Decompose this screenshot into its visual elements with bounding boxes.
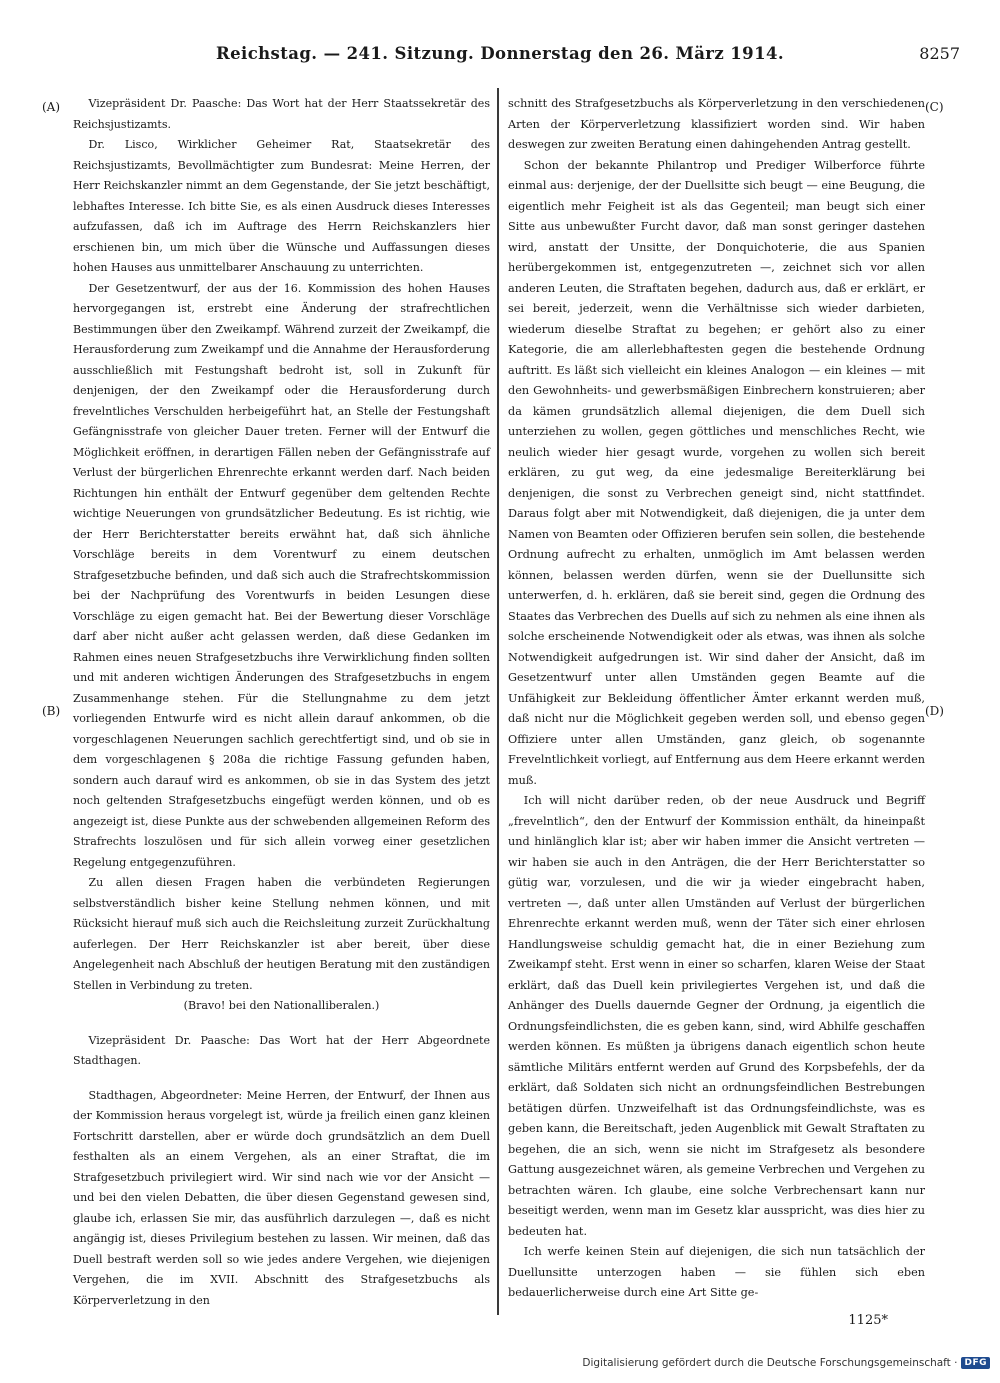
column-divider: [497, 88, 499, 1315]
footer: [582, 1357, 990, 1369]
margin-mark-a: (A): [42, 100, 61, 114]
signature-mark: 1125*: [848, 1313, 888, 1328]
margin-mark-c: (C): [925, 100, 944, 114]
dfg-logo: DFG: [961, 1357, 990, 1369]
paragraph: Vizepräsident Dr. Paasche: Das Wort hat der Herr Abgeordnete Stadthagen.: [73, 1033, 490, 1067]
margin-mark-d: (D): [925, 704, 944, 718]
page-number: 8257: [919, 44, 960, 63]
left-column: [73, 94, 490, 1311]
paragraph: Dr. Lisco, Wirklicher Geheimer Rat, Staatsekretär des Reichsjustizamts, Bevollmächtigter zum Bundesrat: Meine Herren, der Herr Reichskanzler nimmt an dem Gegenstande, der Sie jetzt beschäftigt, lebhaftes Interesse. Ich bitte Sie, es als einen Ausdruck dieses Interesses aufzufassen, daß ich im Auftrage des Herrn Reichskanzlers hier erschienen bin, um mich über die Wünsche und Auffassungen dieses hohen Hauses aus unmittelbarer Anschauung zu unterrichten.: [73, 138, 490, 274]
footer-text: Digitalisierung gefördert durch die Deutsche Forschungsgemeinschaft ·: [582, 1357, 958, 1369]
paragraph: (Bravo! bei den Nationalliberalen.): [183, 999, 380, 1012]
paragraph: Vizepräsident Dr. Paasche: Das Wort hat der Herr Staatssekretär des Reichsjustizamts.: [73, 97, 490, 131]
paragraph: Der Gesetzentwurf, der aus der 16. Kommission des hohen Hauses hervorgegangen ist, erstrebt eine Änderung der strafrechtlichen Bestimmungen über den Zweikampf. Während zurzeit der Zweikampf, die Herausforderung zum Zweikampf und die Annahme der Herausforderung ausschließlich mit Festungshaft bedroht ist, soll in Zukunft für denjenigen, der den Zweikampf oder die Herausforderung durch frevelntliches Verschulden herbeigeführt hat, an Stelle der Festungshaft Gefängnisstrafe von gleicher Dauer treten. Ferner will der Entwurf die Möglichkeit eröffnen, in derartigen Fällen neben der Gefängnisstrafe auf Verlust der bürgerlichen Ehrenrechte erkannt werden darf. Nach beiden Richtungen hin enthält der Entwurf gegenüber dem geltenden Rechte wichtige Neuerungen von grundsätzlicher Bedeutung. Es ist richtig, wie der Herr Berichterstatter bereits erwähnt hat, daß sich ähnliche Vorschläge bereits in dem Vorentwurf zu einem deutschen Strafgesetzbuche befinden, und daß sich auch die Strafrechtskommission bei der Nachprüfung des Vorentwurfs in beiden Lesungen diese Vorschläge zu eigen gemacht hat. Bei der Bewertung dieser Vorschläge darf aber nicht außer acht gelassen werden, daß diese Gedanken im Rahmen eines neuen Strafgesetzbuchs ihre Verwirklichung finden sollten und mit anderen wichtigen Änderungen des Strafgesetzbuchs in engem Zusammenhange stehen. Für die Stellungnahme zu dem jetzt vorliegenden Entwurfe wird es nicht allein darauf ankommen, ob die vorgeschlagenen Neuerungen sachlich gerechtfertigt sind, und ob sie in dem vorgeschlagenen § 208a die richtige Fassung gefunden haben, sondern auch darauf wird es ankommen, ob sie in das System des jetzt noch geltenden Strafgesetzbuchs eingefügt werden können, und ob es angezeigt ist, diese Punkte aus der schwebenden allgemeinen Reform des Strafrechts loszulösen und für sich allein vorweg einer gesetzlichen Regelung entgegenzuführen.: [73, 281, 490, 869]
margin-mark-b: (B): [42, 704, 61, 718]
right-column: [508, 94, 925, 1304]
paragraph: Schon der bekannte Philantrop und Prediger Wilberforce führte einmal aus: derjenige, der der Duellsitte sich beugt — eine Beugung, die eigentlich mehr Feigheit ist als das Gegenteil; man beugt sich einer Sitte aus unbewußter Furcht davor, daß man sonst geringer dastehen wird, anstatt der Unsitte, der Donquichoterie, die aus Spanien herübergekommen ist, entgegenzutreten —, zeichnet sich vor allen anderen Leuten, die Straftaten begehen, dadurch aus, daß er erklärt, er sei bereit, jederzeit, wenn die Verhältnisse sich wieder darbieten, wiederum dieselbe Straftat zu begehen; er gehört also zu einer Kategorie, die am allerlebhaftesten gegen die bestehende Ordnung auftritt. Es läßt sich vielleicht ein kleines Analogon — ein kleines — mit den Gewohnheits- und gewerbsmäßigen Einbrechern konstruieren; aber da kämen grundsätzlich allemal diejenigen, die dem Duell sich unterziehen zu wollen, gegen göttliches und menschliches Recht, wie neulich wieder hier gesagt wurde, vorgehen zu wollen sich bereit erklären, zu gut weg, da eine jedesmalige Bereiterklärung bei denjenigen, die sonst zu Verbrechen geneigt sind, nicht stattfindet. Daraus folgt aber mit Notwendigkeit, daß diejenigen, die ja unter dem Namen von Beamten oder Offizieren berufen sein sollen, die bestehende Ordnung aufrecht zu erhalten, unmöglich im Amt belassen werden können, belassen werden dürfen, wenn sie der Duellunsitte sich unterwerfen, d. h. erklären, daß sie bereit sind, gegen die Ordnung des Staates das Verbrechen des Duells auf sich zu nehmen als eine ihnen als solche erscheinende Notwendigkeit oder als etwas, was ihnen als solche Notwendigkeit aufgedrungen ist. Wir sind daher der Ansicht, daß im Gesetzentwurf unter allen Umständen gegen Beamte auf die Unfähigkeit zur Bekleidung öffentlicher Ämter erkannt werden muß, daß nicht nur die Möglichkeit gegeben werden soll, und ebenso gegen Offiziere unter allen Umständen, ganz gleich, ob sogenannte Frevelntlichkeit vorliegt, auf Entfernung aus dem Heere erkannt werden muß.: [508, 158, 925, 787]
paragraph: Stadthagen, Abgeordneter: Meine Herren, der Entwurf, der Ihnen aus der Kommission heraus vorgelegt ist, würde ja freilich einen ganz kleinen Fortschritt darstellen, aber er würde doch grundsätzlich an dem Duell festhalten als an einem Vergehen, als an einer Straftat, die im Strafgesetzbuch privilegiert wird. Wir sind nach wie vor der Ansicht — und bei den vielen Debatten, die über diesen Gegenstand gewesen sind, glaube ich, erlassen Sie mir, das ausführlich darzulegen —, daß es nicht angängig ist, dieses Privilegium bestehen zu lassen. Wir meinen, daß das Duell bestraft werden soll so wie jedes andere Vergehen, wie diejenigen Vergehen, die im XVII. Abschnitt des Strafgesetzbuchs als Körperverletzung in den: [73, 1088, 490, 1307]
paragraph: Ich werfe keinen Stein auf diejenigen, die sich nun tatsächlich der Duellunsitte unterzogen haben — sie fühlen sich eben bedauerlicherweise durch eine Art Sitte ge-: [508, 1245, 925, 1299]
header-title: Reichstag. — 241. Sitzung. Donnerstag den 26. März 1914.: [216, 44, 784, 63]
paragraph: schnitt des Strafgesetzbuchs als Körperverletzung in den verschiedenen Arten der Körperverletzung klassifiziert worden sind. Wir haben deswegen zur zweiten Beratung einen dahingehenden Antrag gestellt.: [508, 97, 925, 151]
paragraph: Zu allen diesen Fragen haben die verbündeten Regierungen selbstverständlich bisher keine Stellung nehmen können, und mit Rücksicht hierauf muß sich auch die Reichsleitung zurzeit Zurückhaltung auferlegen. Der Herr Reichskanzler ist aber bereit, über diese Angelegenheit nach Abschluß der heutigen Beratung mit den zuständigen Stellen in Verbindung zu treten.: [73, 876, 490, 992]
paragraph: Ich will nicht darüber reden, ob der neue Ausdruck und Begriff „frevelntlich“, den der Entwurf der Kommission enthält, da hineinpaßt und hinlänglich klar ist; aber wir haben immer die Ansicht vertreten — wir haben sie auch in den Anträgen, die der Herr Berichterstatter so gütig war, vorzulesen, und die wir ja wieder eingebracht haben, vertreten —, daß unter allen Umständen auf Verlust der bürgerlichen Ehrenrechte erkannt werden muß, wenn der Täter sich einer ehrlosen Handlungsweise schuldig gemacht hat, die in einer Beziehung zum Zweikampf steht. Erst wenn in einer so scharfen, klaren Weise der Staat erklärt, daß das Duell kein privilegiertes Vergehen ist, und daß die Anhänger des Duells dauernde Gegner der Ordnung, ja eigentlich die Ordnungsfeindlichsten, die es geben kann, sind, wird Abhilfe geschaffen werden können. Es müßten ja übrigens danach eigentlich schon heute sämtliche Militärs entfernt werden auf Grund des Korpsbefehls, der da erklärt, daß Soldaten sich nicht an ordnungsfeindlichen Bestrebungen betätigen dürfen. Unzweifelhaft ist das Ordnungsfeindlichste, was es geben kann, die Bereitschaft, jeden Augenblick mit Gewalt Straftaten zu begehen, die an sich, wenn sie nicht im Strafgesetz als besondere Gattung ausgezeichnet wären, als gemeine Verbrechen und Vergehen zu betrachten wären. Ich glaube, eine solche Verbrechensart kann nur beseitigt werden, wenn man im Gesetz klar ausspricht, was dies hier zu bedeuten hat.: [508, 794, 925, 1238]
running-header: [40, 30, 960, 62]
